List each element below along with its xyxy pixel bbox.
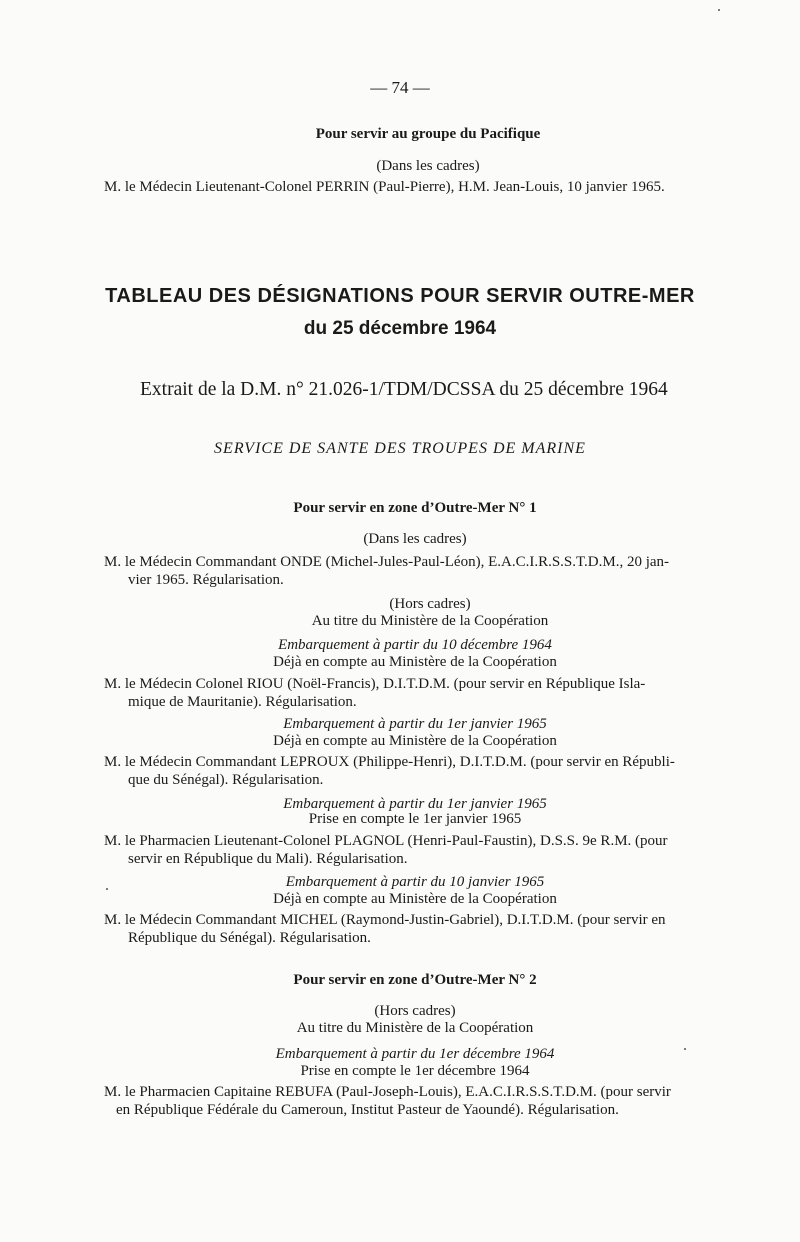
zone2-ministere: Au titre du Ministère de la Coopération [296,1020,534,1036]
scan-speck [718,9,720,11]
extrait-line: Extrait de la D.M. n° 21.026-1/TDM/DCSSA du 25 décembre 1964 [140,379,668,400]
scan-speck [106,888,108,890]
entry-line: servir en République du Mali). Régularisation. [128,851,408,867]
entry-line: M. le Médecin Commandant ONDE (Michel-Jules-Paul-Léon), E.A.C.I.R.S.S.T.D.M., 20 jan- [104,554,670,570]
zone2-entry-rebufa [104,1083,730,1119]
zone2-compte-1: Prise en compte le 1er décembre 1964 [300,1063,530,1079]
zone1-embarquement-2: Embarquement à partir du 1er janvier 1965 [283,716,547,732]
zone1-compte-4: Déjà en compte au Ministère de la Coopération [273,891,557,907]
zone2-embarquement-1: Embarquement à partir du 1er décembre 1964 [275,1046,555,1062]
zone1-embarquement-1: Embarquement à partir du 10 décembre 1964 [278,637,552,653]
zone1-compte-3: Prise en compte le 1er janvier 1965 [308,811,522,827]
zone1-cadre: (Dans les cadres) [363,531,467,547]
zone1-embarquement-4: Embarquement à partir du 10 janvier 1965 [285,874,545,890]
entry-line: M. le Pharmacien Lieutenant-Colonel PLAGNOL (Henri-Paul-Faustin), D.S.S. 9e R.M. (pour [104,833,668,849]
entry-line: M. le Médecin Commandant MICHEL (Raymond-Justin-Gabriel), D.I.T.D.M. (pour servir en [104,912,666,928]
pacifique-heading: Pour servir au groupe du Pacifique [315,126,541,142]
zone1-hors-cadres: (Hors cadres) [389,596,471,612]
zone2-hors-cadres: (Hors cadres) [374,1003,456,1019]
zone1-entry-leproux [104,753,730,789]
entry-line: que du Sénégal). Régularisation. [128,772,324,788]
zone1-entry-michel [104,911,730,947]
zone1-entry-onde [104,553,730,589]
tableau-title: TABLEAU DES DÉSIGNATIONS POUR SERVIR OUTRE-MER [105,285,695,307]
zone1-compte-1: Déjà en compte au Ministère de la Coopération [273,654,557,670]
entry-line: M. le Médecin Commandant LEPROUX (Philippe-Henri), D.I.T.D.M. (pour servir en Républi- [104,754,675,770]
entry-line: en République Fédérale du Cameroun, Institut Pasteur de Yaoundé). Régularisation. [116,1102,619,1118]
page-number: — 74 — [370,78,430,97]
pacifique-entry: M. le Médecin Lieutenant-Colonel PERRIN (Paul-Pierre), H.M. Jean-Louis, 10 janvier 1965. [104,179,665,195]
entry-line: vier 1965. Régularisation. [128,572,284,588]
entry-line: M. le Pharmacien Capitaine REBUFA (Paul-Joseph-Louis), E.A.C.I.R.S.S.T.D.M. (pour servir [104,1084,671,1100]
service-title: SERVICE DE SANTE DES TROUPES DE MARINE [214,440,586,457]
zone1-heading: Pour servir en zone d’Outre-Mer N° 1 [293,500,537,516]
entry-line: République du Sénégal). Régularisation. [128,930,371,946]
zone1-compte-2: Déjà en compte au Ministère de la Coopération [273,733,557,749]
zone2-heading: Pour servir en zone d’Outre-Mer N° 2 [293,972,537,988]
zone1-embarquement-3: Embarquement à partir du 1er janvier 1965 [283,796,547,812]
entry-line: mique de Mauritanie). Régularisation. [128,694,357,710]
entry-line: M. le Médecin Colonel RIOU (Noël-Francis), D.I.T.D.M. (pour servir en République Isla- [104,676,646,692]
pacifique-cadre: (Dans les cadres) [376,158,480,174]
tableau-date: du 25 décembre 1964 [303,318,497,339]
scan-speck [684,1048,686,1050]
zone1-ministere: Au titre du Ministère de la Coopération [311,613,549,629]
zone1-entry-plagnol [104,832,730,868]
zone1-entry-riou [104,675,730,711]
